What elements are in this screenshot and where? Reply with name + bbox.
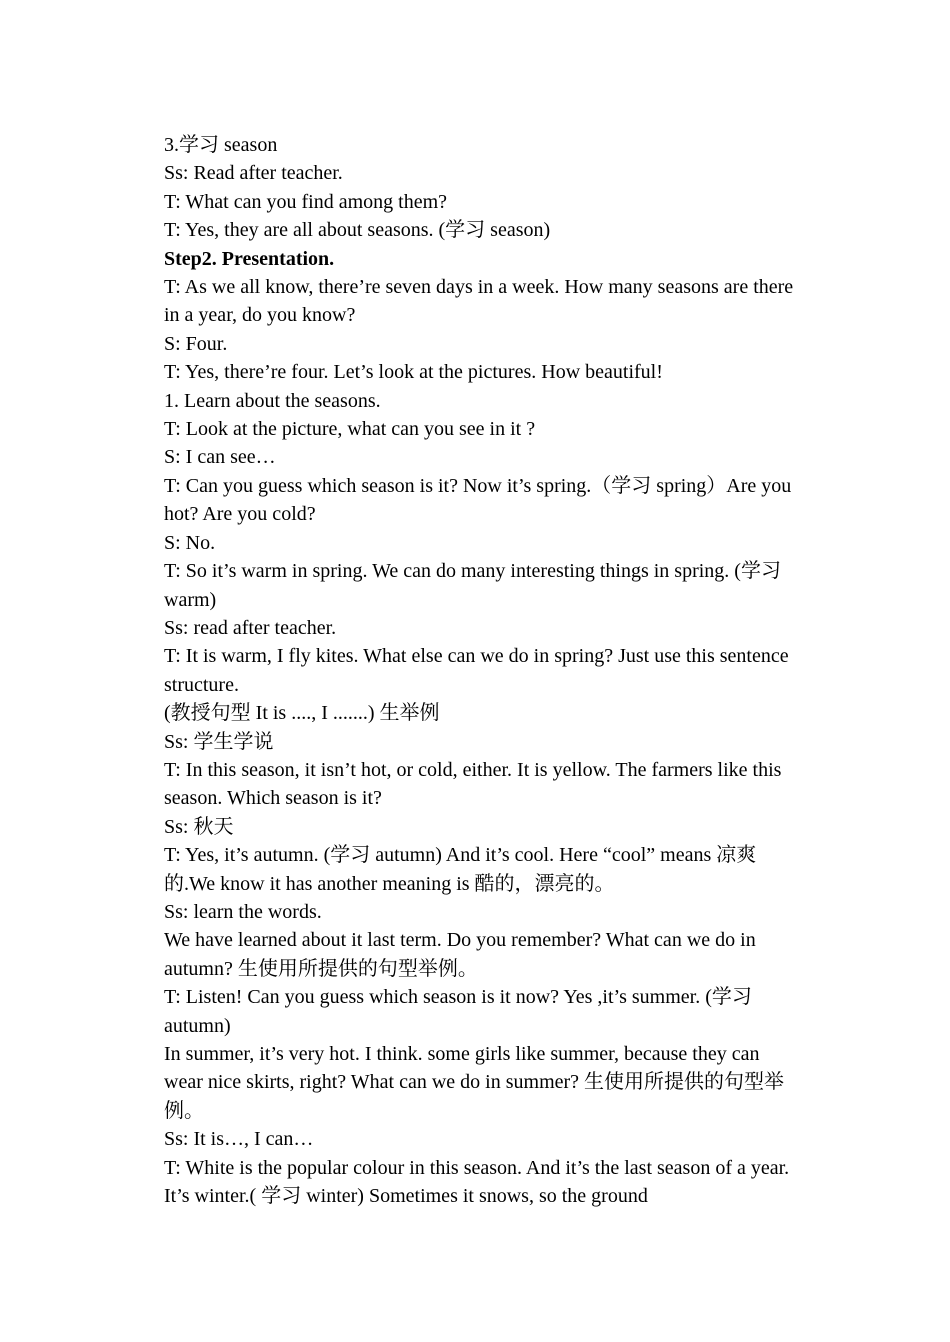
paragraph: 1. Learn about the seasons. xyxy=(164,389,381,412)
paragraph: S: Four. xyxy=(164,332,228,355)
paragraph: Ss: read after teacher. xyxy=(164,616,337,639)
section-heading: Step2. Presentation. xyxy=(164,247,335,270)
paragraph: T: Listen! Can you guess which season is it now? Yes ,it’s summer. (学习 autumn) xyxy=(164,986,757,1037)
paragraph: Ss: learn the words. xyxy=(164,900,322,923)
document-body xyxy=(164,131,799,1210)
paragraph: Ss: It is…, I can… xyxy=(164,1128,314,1151)
paragraph: 3.学习 season xyxy=(164,134,278,156)
paragraph: T: Yes, it’s autumn. (学习 autumn) And it’s cool. Here “cool” means 凉爽的.We know it has another meaning is 酷的，漂亮的。 xyxy=(164,844,757,895)
paragraph: Ss: 秋天 xyxy=(164,815,234,838)
paragraph: Ss: 学生学说 xyxy=(164,730,274,753)
paragraph: T: White is the popular colour in this season. And it’s the last season of a year. It’s winter.( 学习 winter) Sometimes it snows, so the ground xyxy=(164,1156,795,1208)
paragraph: (教授句型 It is ...., I .......) 生举例 xyxy=(164,702,440,725)
paragraph: T: Yes, there’re four. Let’s look at the pictures. How beautiful! xyxy=(164,361,663,384)
paragraph: T: As we all know, there’re seven days in a week. How many seasons are there in a year, do you know? xyxy=(164,276,799,327)
paragraph: T: Yes, they are all about seasons. (学习 season) xyxy=(164,219,551,242)
paragraph: T: In this season, it isn’t hot, or cold, either. It is yellow. The farmers like this season. Which season is it? xyxy=(164,758,787,810)
paragraph: S: No. xyxy=(164,531,216,554)
paragraph: T: Look at the picture, what can you see in it ? xyxy=(164,418,536,441)
paragraph: In summer, it’s very hot. I think. some girls like summer, because they can wear nice skirts, right? What can we do in summer? 生使用所提供的句型举例。 xyxy=(164,1043,785,1122)
paragraph: S: I can see… xyxy=(164,446,276,469)
paragraph: T: It is warm, I fly kites. What else can we do in spring? Just use this sentence structure. xyxy=(164,645,794,696)
paragraph: Ss: Read after teacher. xyxy=(164,162,343,185)
paragraph: T: Can you guess which season is it? Now it’s spring.（学习 spring）Are you hot? Are you cold? xyxy=(164,474,797,526)
paragraph: T: What can you find among them? xyxy=(164,190,447,213)
paragraph: T: So it’s warm in spring. We can do many interesting things in spring. (学习 warm) xyxy=(164,560,786,611)
paragraph: We have learned about it last term. Do you remember? What can we do in autumn? 生使用所提供的句型举例。 xyxy=(164,929,761,980)
